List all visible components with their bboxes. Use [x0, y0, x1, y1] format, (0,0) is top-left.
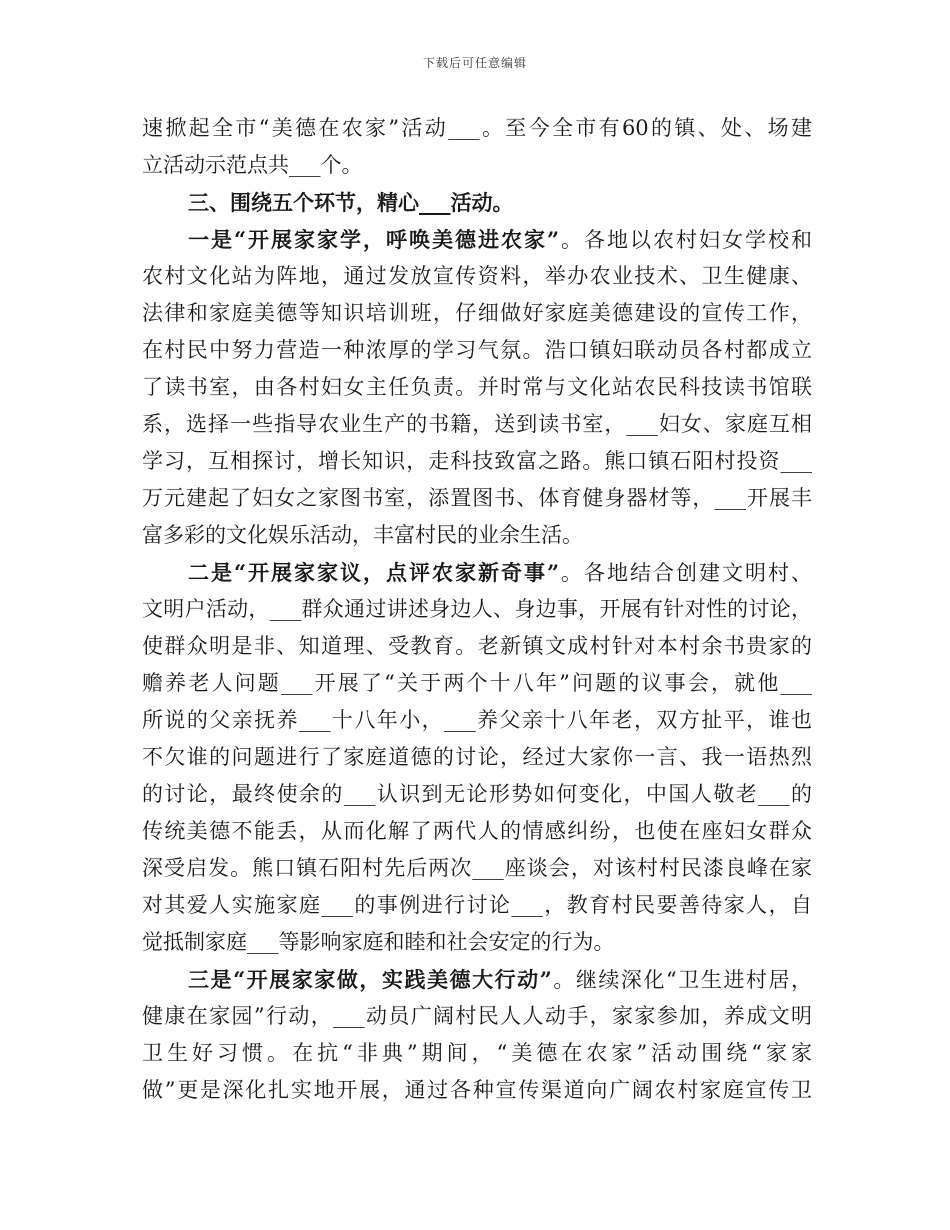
- text-line: [142, 1072, 812, 1109]
- text-line: [142, 554, 812, 591]
- text-line: [142, 369, 812, 406]
- body-text: 。各地结合创建文明村、: [559, 561, 812, 585]
- body-text: 传统美德不能丢，从而化解了两代人的情感纠纷，也使在座妇女群众: [142, 819, 812, 843]
- bold-heading-text: 三、围绕五个环节，精心___活动。: [188, 190, 514, 215]
- text-line: [142, 110, 812, 147]
- body-text: 的讨论，最终使余的___认识到无论形势如何变化，中国人敬老___的: [142, 782, 812, 806]
- body-text: 对其爱人实施家庭___的事例进行讨论___，教育村民要善待家人，自: [142, 893, 812, 917]
- text-line: [142, 998, 812, 1035]
- text-line: [142, 147, 812, 184]
- text-line: [142, 924, 812, 961]
- text-line: [142, 850, 812, 887]
- body-text: 速掀起全市“美德在农家”活动___。至今全市有60的镇、处、场建: [142, 116, 812, 140]
- body-text: 富多彩的文化娱乐活动，丰富村民的业余生活。: [142, 523, 583, 547]
- body-text: 了读书室，由各村妇女主任负责。并时常与文化站农民科技读书馆联: [142, 375, 812, 399]
- bold-heading-text: 二是“开展家家议，点评农家新奇事”: [188, 560, 560, 585]
- bold-heading-text: 一是“开展家家学，呼唤美德进农家”: [188, 227, 560, 252]
- body-text: 觉抵制家庭___等影响家庭和睦和社会安定的行为。: [142, 930, 615, 954]
- body-text: 深受启发。熊口镇石阳村先后两次___座谈会，对该村村民漆良峰在家: [142, 856, 812, 880]
- text-line: [142, 813, 812, 850]
- body-text: 做”更是深化扎实地开展，通过各种宣传渠道向广阔农村家庭宣传卫: [142, 1078, 812, 1102]
- text-line: [142, 517, 812, 554]
- text-line: [142, 480, 812, 517]
- bold-heading-text: 三是“开展家家做，实践美德大行动”: [188, 967, 552, 992]
- text-line: [142, 739, 812, 776]
- text-line: [142, 406, 812, 443]
- body-text: 文明户活动，___群众通过讲述身边人、身边事，开展有针对性的讨论，: [142, 597, 812, 621]
- text-line: [142, 1035, 812, 1072]
- text-line: [142, 628, 812, 665]
- body-text: 健康在家园”行动，___动员广阔村民人人动手，家家参加，养成文明: [142, 1004, 812, 1028]
- body-text: 农村文化站为阵地，通过发放宣传资料，举办农业技术、卫生健康、: [142, 264, 812, 288]
- body-text: 学习，互相探讨，增长知识，走科技致富之路。熊口镇石阳村投资___: [142, 449, 812, 473]
- text-line: [142, 702, 812, 739]
- text-line: [142, 443, 812, 480]
- body-text: 。继续深化“卫生进村居，: [551, 968, 812, 992]
- body-text: 系，选择一些指导农业生产的书籍，送到读书室，___妇女、家庭互相: [142, 412, 812, 436]
- text-line: [142, 887, 812, 924]
- body-text: 。各地以农村妇女学校和: [559, 228, 812, 252]
- text-line: [142, 295, 812, 332]
- body-text: 使群众明是非、知道理、受教育。老新镇文成村针对本村余书贵家的: [142, 634, 812, 658]
- body-text: 不欠谁的问题进行了家庭道德的讨论，经过大家你一言、我一语热烈: [142, 745, 812, 769]
- body-text: 在村民中努力营造一种浓厚的学习气氛。浩口镇妇联动员各村都成立: [142, 338, 812, 362]
- body-text: 法律和家庭美德等知识培训班，仔细做好家庭美德建设的宣传工作，: [142, 301, 812, 325]
- text-line: [142, 591, 812, 628]
- text-line: [142, 221, 812, 258]
- text-line: [142, 258, 812, 295]
- text-line: [142, 776, 812, 813]
- text-line: [142, 961, 812, 998]
- document-body: [142, 110, 812, 1109]
- body-text: 万元建起了妇女之家图书室，添置图书、体育健身器材等，___开展丰: [142, 486, 812, 510]
- body-text: 赡养老人问题___开展了“关于两个十八年”问题的议事会，就他___: [142, 671, 812, 695]
- body-text: 所说的父亲抚养___十八年小，___养父亲十八年老，双方扯平，谁也: [142, 708, 812, 732]
- body-text: 立活动示范点共___个。: [142, 153, 363, 177]
- text-line: [142, 665, 812, 702]
- text-line: [142, 332, 812, 369]
- text-line: [142, 184, 812, 221]
- body-text: 卫生好习惯。在抗“非典”期间，“美德在农家”活动围绕“家家: [142, 1041, 812, 1065]
- page-header: 下载后可任意编辑: [422, 56, 527, 70]
